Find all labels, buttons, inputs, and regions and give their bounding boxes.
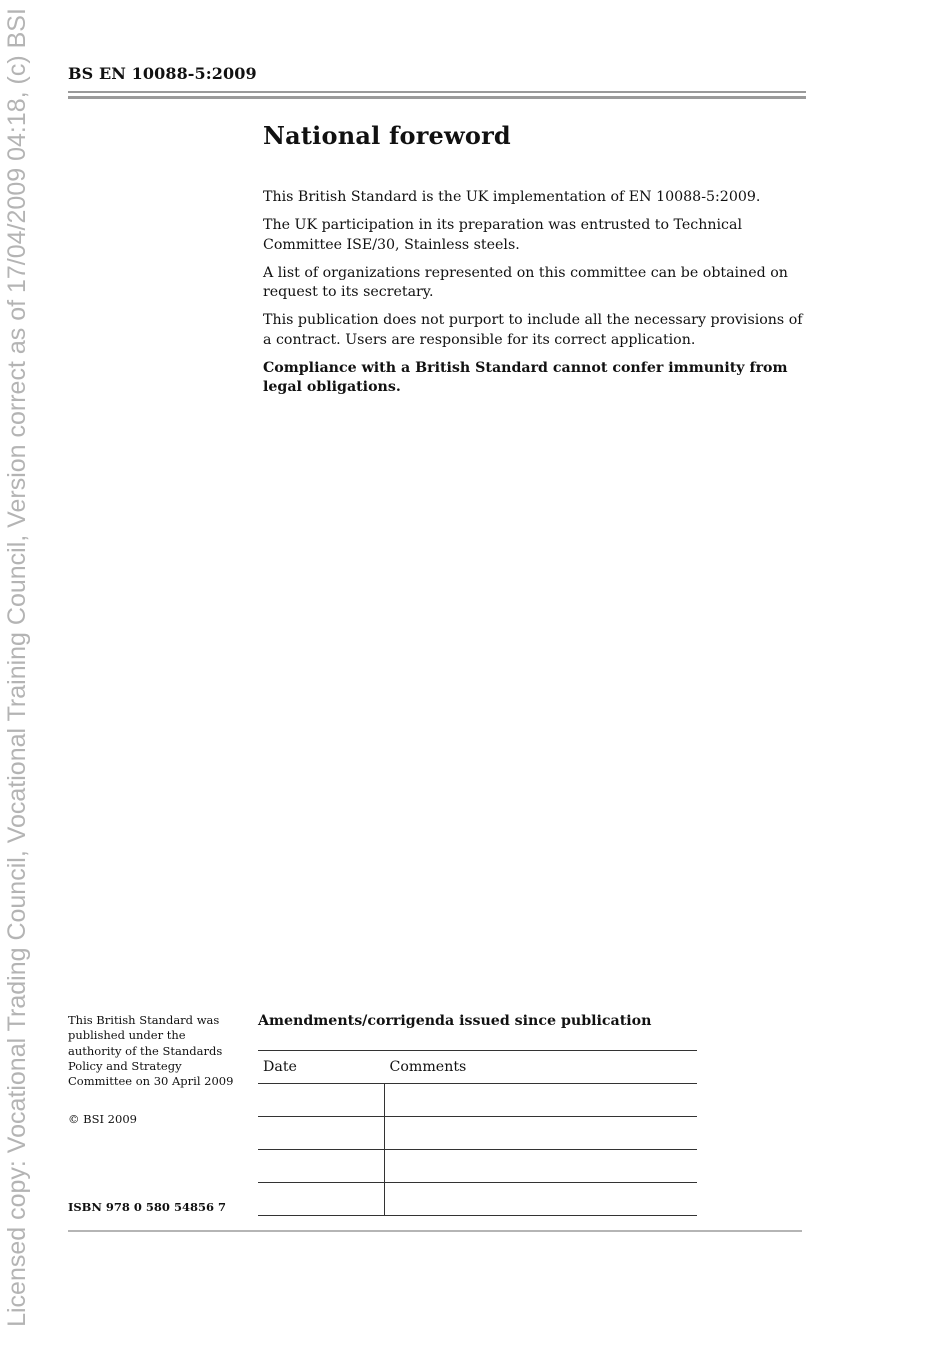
- comments-cell: [385, 1084, 698, 1117]
- foreword-paragraph: This publication does not purport to include all the necessary provisions of a contract. Users are responsible for its correct application.: [263, 312, 803, 348]
- foreword-paragraph: A list of organizations represented on this committee can be obtained on request to its secretary.: [263, 264, 788, 300]
- table-row: [258, 1183, 697, 1216]
- table-row: [258, 1150, 697, 1183]
- date-cell: [258, 1150, 385, 1183]
- foreword-paragraph: The UK participation in its preparation was entrusted to Technical Committee ISE/30, Stainless steels.: [263, 217, 742, 253]
- page-title: National foreword: [263, 121, 511, 150]
- isbn: ISBN 978 0 580 54856 7: [68, 1200, 226, 1214]
- comments-cell: [385, 1183, 698, 1216]
- footer-rule: [68, 1230, 802, 1232]
- amendments-table: [258, 1050, 697, 1216]
- publication-note: [68, 1013, 238, 1089]
- foreword-paragraph: This British Standard is the UK implementation of EN 10088-5:2009.: [263, 189, 761, 205]
- date-cell: [258, 1084, 385, 1117]
- header-rule-bottom: [68, 96, 806, 99]
- column-header-date: Date: [258, 1051, 385, 1084]
- table-header-row: [258, 1051, 697, 1084]
- amendments-title: Amendments/corrigenda issued since publication: [258, 1013, 652, 1029]
- comments-cell: [385, 1117, 698, 1150]
- copyright-notice: © BSI 2009: [68, 1112, 137, 1126]
- table-row: [258, 1084, 697, 1117]
- date-cell: [258, 1183, 385, 1216]
- compliance-statement: Compliance with a British Standard cannot confer immunity from legal obligations.: [263, 359, 788, 395]
- column-header-comments: Comments: [385, 1051, 698, 1084]
- comments-cell: [385, 1150, 698, 1183]
- date-cell: [258, 1117, 385, 1150]
- document-id: BS EN 10088-5:2009: [68, 64, 257, 83]
- header-rule-top: [68, 91, 806, 93]
- foreword-body: [263, 188, 808, 406]
- publication-note-text: This British Standard was published under the authority of the Standards Policy and Strategy Committee on 30 April 2009: [68, 1013, 234, 1089]
- license-watermark: Licensed copy: Vocational Trading Council, Vocational Training Council, Version correct as of 17/04/2009 04:18, (c) BSI: [3, 8, 31, 1327]
- table-row: [258, 1117, 697, 1150]
